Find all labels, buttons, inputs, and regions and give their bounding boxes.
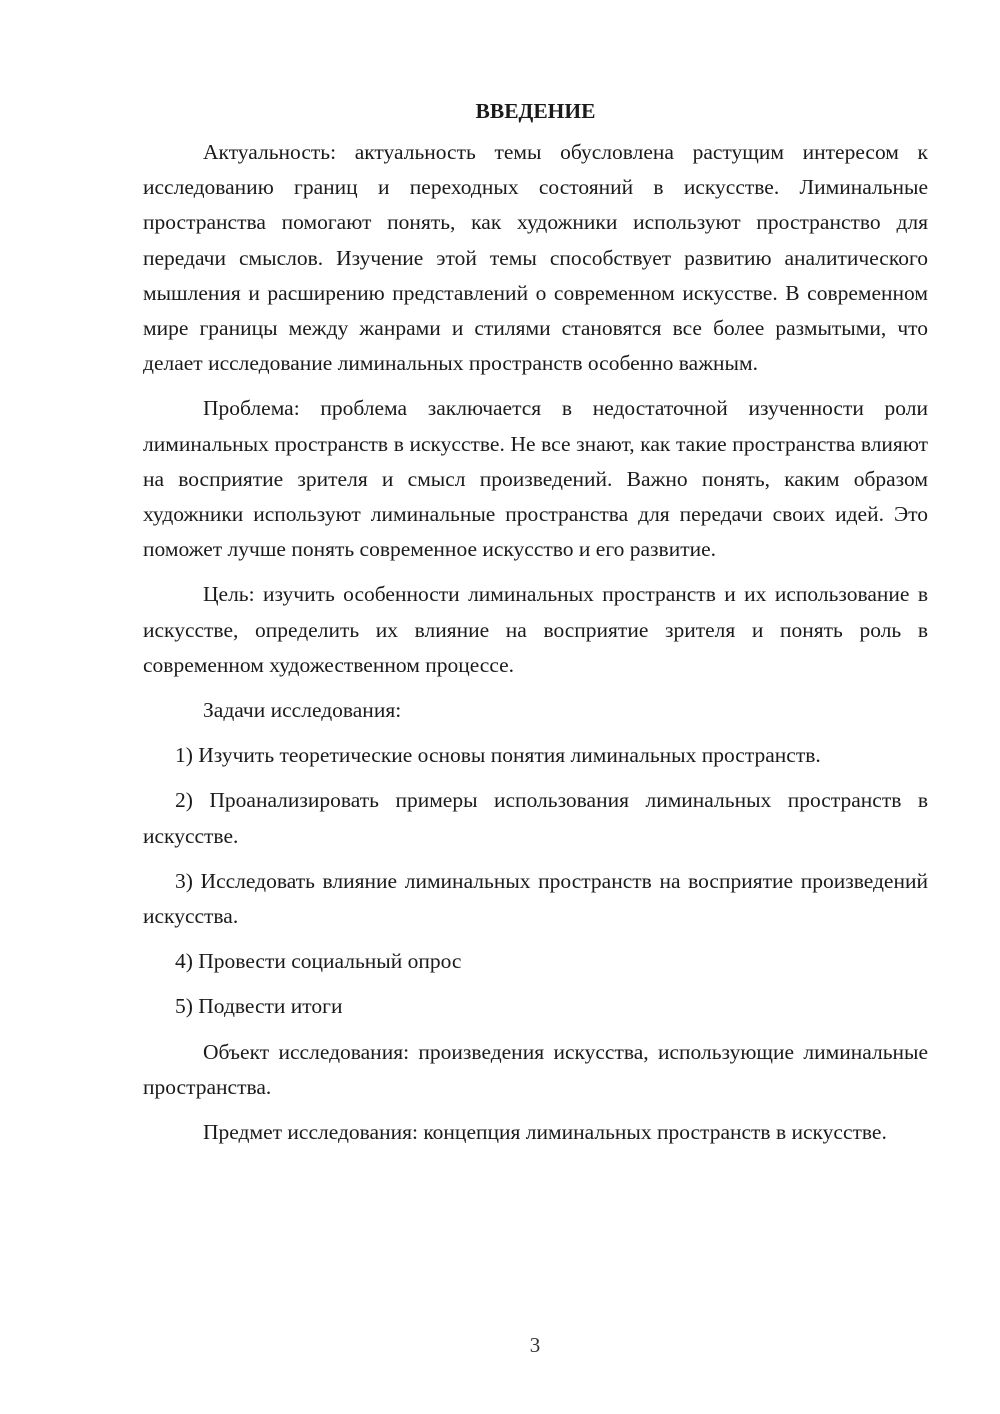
subject-paragraph: Предмет исследования: концепция лиминальных пространств в искусстве. (203, 1120, 887, 1145)
task-item-5: 5) Подвести итоги (175, 994, 343, 1019)
problem-paragraph: Проблема: проблема заключается в недостаточной изученности роли лиминальных пространств в искусстве. Не все знают, как такие пространства влияют на восприятие зрителя и смысл произведений. Важно понять, каким образом художники используют лиминальные пространства для передачи своих идей. Это поможет лучше понять современное искусство и его развитие. (143, 396, 928, 562)
task-item-4: 4) Провести социальный опрос (175, 949, 462, 974)
goal-paragraph: Цель: изучить особенности лиминальных пространств и их использование в искусстве, определить их влияние на восприятие зрителя и понять роль в современном художественном процессе. (143, 582, 928, 677)
task-item-1: 1) Изучить теоретические основы понятия лиминальных пространств. (175, 743, 821, 768)
task-item-3: 3) Исследовать влияние лиминальных пространств на восприятие произведений искусства. (143, 868, 928, 929)
document-page (143, 95, 928, 1160)
page-number: 3 (529, 1333, 541, 1357)
relevance-paragraph: Актуальность: актуальность темы обусловлена растущим интересом к исследованию границ и переходных состояний в искусстве. Лиминальные пространства помогают понять, как художники используют пространство для передачи смыслов. Изучение этой темы способствует развитию аналитического мышления и расширению представлений о современном искусстве. В современном мире границы между жанрами и стилями становятся все более размытыми, что делает исследование лиминальных пространств особенно важным. (143, 140, 928, 376)
object-paragraph: Объект исследования: произведения искусства, использующие лиминальные пространства. (143, 1039, 928, 1099)
task-item-2: 2) Проанализировать примеры использования лиминальных пространств в искусстве. (143, 788, 928, 848)
document-title: ВВЕДЕНИЕ (475, 99, 596, 123)
tasks-heading: Задачи исследования: (203, 698, 402, 723)
